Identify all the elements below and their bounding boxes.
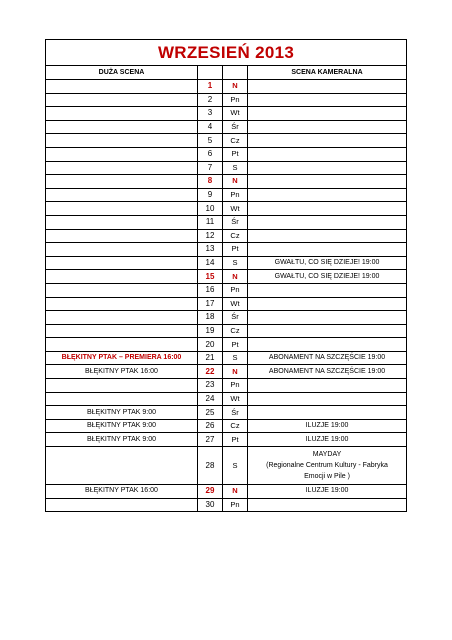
big-stage-event [46,270,198,284]
schedule-row [46,107,407,121]
big-stage-event: BŁĘKITNY PTAK 16:00 [46,365,198,379]
chamber-stage-event: ILUZJE 19:00 [248,433,407,447]
chamber-stage-event [248,229,407,243]
day-number: 30 [198,498,223,512]
schedule-row [46,243,407,257]
big-stage-event [46,188,198,202]
big-stage-event: BŁĘKITNY PTAK 9:00 [46,433,198,447]
chamber-stage-event [248,161,407,175]
schedule-row [46,392,407,406]
big-stage-event [46,120,198,134]
header-day-blank [198,66,223,80]
day-number: 29 [198,485,223,499]
weekday: Pn [223,283,248,297]
schedule-row [46,311,407,325]
chamber-stage-event: ABONAMENT NA SZCZĘŚCIE 19:00 [248,351,407,365]
chamber-stage-event [248,107,407,121]
day-number: 11 [198,215,223,229]
weekday: N [223,270,248,284]
day-number: 19 [198,324,223,338]
chamber-event-line: Emocji w Pile ) [304,473,350,481]
schedule-row [46,270,407,284]
page-title: WRZESIEŃ 2013 [46,40,407,66]
day-number: 6 [198,147,223,161]
big-stage-event [46,93,198,107]
big-stage-event [46,324,198,338]
weekday: Pt [223,338,248,352]
day-number: 15 [198,270,223,284]
weekday: Wt [223,392,248,406]
chamber-stage-event [248,406,407,420]
day-number: 10 [198,202,223,216]
schedule-row [46,379,407,393]
weekday: Pt [223,433,248,447]
schedule-row [46,188,407,202]
big-stage-event: BŁĘKITNY PTAK 9:00 [46,406,198,420]
day-number: 14 [198,256,223,270]
big-stage-event [46,161,198,175]
chamber-stage-event [248,175,407,189]
schedule-row [46,297,407,311]
chamber-stage-event [248,147,407,161]
big-stage-event [46,215,198,229]
weekday: N [223,80,248,94]
chamber-stage-event: ABONAMENT NA SZCZĘŚCIE 19:00 [248,365,407,379]
header-big-stage: DUŻA SCENA [46,66,198,80]
chamber-stage-event: ILUZJE 19:00 [248,485,407,499]
schedule-row [46,365,407,379]
big-stage-event [46,256,198,270]
chamber-stage-event [248,392,407,406]
schedule-row [46,324,407,338]
chamber-stage-event: ILUZJE 19:00 [248,419,407,433]
weekday: Śr [223,215,248,229]
big-stage-event [46,107,198,121]
schedule-row [46,147,407,161]
schedule-row [46,229,407,243]
big-stage-event [46,311,198,325]
big-stage-event: BŁĘKITNY PTAK 16:00 [46,485,198,499]
schedule-row [46,202,407,216]
chamber-stage-event [248,215,407,229]
weekday: Cz [223,134,248,148]
weekday: N [223,485,248,499]
day-number: 17 [198,297,223,311]
big-stage-event [46,134,198,148]
schedule-row [46,433,407,447]
chamber-stage-event [248,243,407,257]
big-stage-event [46,297,198,311]
schedule-row [46,283,407,297]
big-stage-event [46,175,198,189]
day-number: 1 [198,80,223,94]
day-number: 18 [198,311,223,325]
chamber-stage-event [248,447,407,485]
chamber-stage-event [248,202,407,216]
header-chamber-stage: SCENA KAMERALNA [248,66,407,80]
chamber-stage-event [248,120,407,134]
day-number: 5 [198,134,223,148]
chamber-stage-event [248,498,407,512]
big-stage-event [46,379,198,393]
weekday: Cz [223,324,248,338]
day-number: 21 [198,351,223,365]
day-number: 24 [198,392,223,406]
schedule-row [46,338,407,352]
big-stage-event: BŁĘKITNY PTAK 9:00 [46,419,198,433]
day-number: 13 [198,243,223,257]
day-number: 27 [198,433,223,447]
chamber-stage-event [248,134,407,148]
day-number: 2 [198,93,223,107]
schedule-row [46,485,407,499]
schedule-row [46,419,407,433]
schedule-row [46,120,407,134]
chamber-stage-event [248,283,407,297]
big-stage-event [46,392,198,406]
weekday: Śr [223,406,248,420]
day-number: 22 [198,365,223,379]
chamber-stage-event [248,379,407,393]
schedule-row [46,93,407,107]
big-stage-event [46,338,198,352]
schedule-row [46,406,407,420]
header-weekday-blank [223,66,248,80]
chamber-stage-event: GWAŁTU, CO SIĘ DZIEJE! 19:00 [248,270,407,284]
weekday: Pn [223,498,248,512]
weekday: Pt [223,147,248,161]
weekday: Pn [223,93,248,107]
schedule-row [46,161,407,175]
day-number: 25 [198,406,223,420]
schedule-row [46,256,407,270]
weekday: Pt [223,243,248,257]
day-number: 4 [198,120,223,134]
day-number: 20 [198,338,223,352]
schedule-row [46,498,407,512]
day-number: 28 [198,447,223,485]
day-number: 23 [198,379,223,393]
chamber-stage-event: GWAŁTU, CO SIĘ DZIEJE! 19:00 [248,256,407,270]
chamber-event-line: (Regionalne Centrum Kultury - Fabryka [266,462,388,470]
chamber-stage-event [248,311,407,325]
chamber-stage-event [248,324,407,338]
chamber-stage-event [248,93,407,107]
schedule-row [46,134,407,148]
weekday: Wt [223,202,248,216]
big-stage-event [46,447,198,485]
chamber-stage-event [248,338,407,352]
big-stage-event [46,243,198,257]
weekday: Śr [223,120,248,134]
chamber-stage-event [248,188,407,202]
big-stage-event [46,80,198,94]
big-stage-event [46,498,198,512]
big-stage-event [46,147,198,161]
weekday: Cz [223,419,248,433]
weekday: S [223,447,248,485]
weekday: Cz [223,229,248,243]
weekday: Wt [223,297,248,311]
weekday: Śr [223,311,248,325]
weekday: Pn [223,379,248,393]
schedule-row [46,351,407,365]
big-stage-event: BŁĘKITNY PTAK – PREMIERA 16:00 [46,351,198,365]
weekday: N [223,175,248,189]
schedule-row [46,175,407,189]
chamber-stage-event [248,80,407,94]
big-stage-event [46,229,198,243]
day-number: 8 [198,175,223,189]
schedule-row [46,215,407,229]
chamber-stage-event [248,297,407,311]
repertoire-table [45,39,407,512]
weekday: S [223,161,248,175]
chamber-event-line: MAYDAY [312,451,342,459]
schedule-row [46,447,407,485]
weekday: S [223,256,248,270]
weekday: Pn [223,188,248,202]
weekday: Wt [223,107,248,121]
weekday: S [223,351,248,365]
weekday: N [223,365,248,379]
day-number: 7 [198,161,223,175]
big-stage-event [46,283,198,297]
day-number: 12 [198,229,223,243]
day-number: 26 [198,419,223,433]
schedule-row [46,80,407,94]
day-number: 3 [198,107,223,121]
day-number: 16 [198,283,223,297]
day-number: 9 [198,188,223,202]
big-stage-event [46,202,198,216]
